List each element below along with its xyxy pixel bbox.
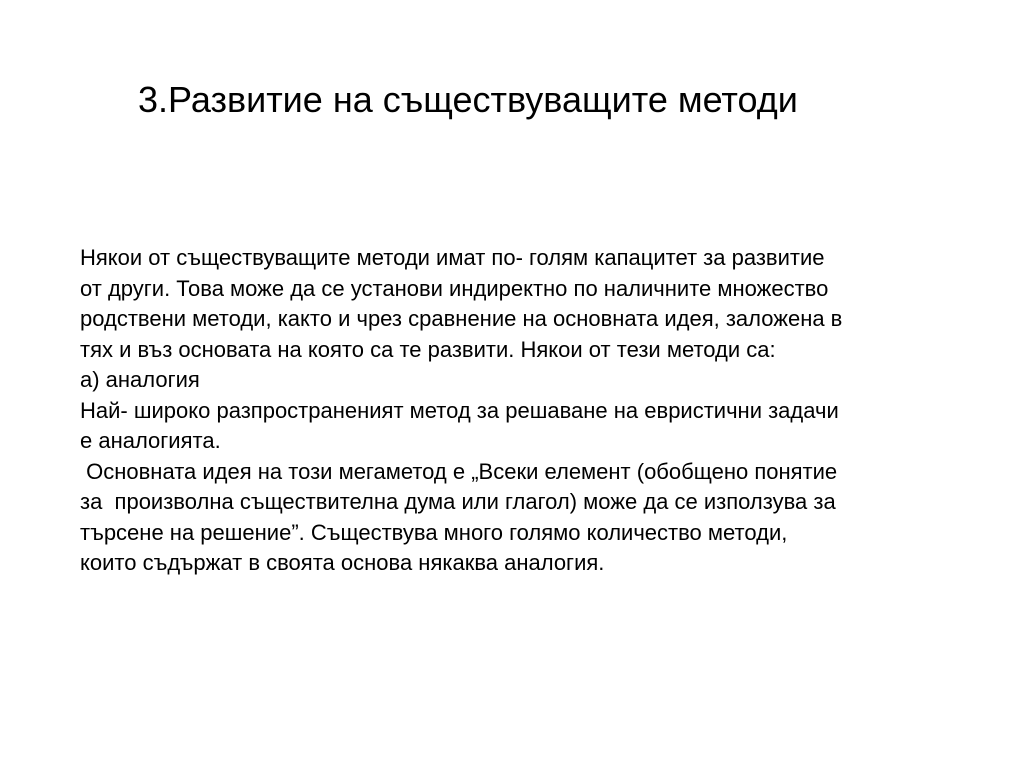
body-line: Някои от съществуващите методи имат по- голям капацитет за развитие [80,245,825,270]
body-line: а) аналогия [80,367,200,392]
body-line: Основната идея на този мегаметод е „Всеки елемент (обобщено понятие [80,458,838,484]
body-line: търсене на решение”. Съществува много голямо количество методи, [80,519,788,545]
slide-title: 3.Развитие на съществуващите методи [138,79,798,120]
body-line: тях и въз основата на която са те развити. Някои от тези методи са: [80,336,776,362]
body-line: които съдържат в своята основа някаква аналогия. [80,550,605,575]
body-line: родствени методи, както и чрез сравнение на основната идея, заложена в [80,306,843,331]
body-line: от други. Това може да се установи индиректно по наличните множество [80,275,829,301]
body-line: за произволна съществителна дума или глагол) може да се използува за [80,489,836,514]
slide-body-text [80,243,980,579]
body-line: е аналогията. [80,428,221,453]
body-line: Най- широко разпространеният метод за решаване на евристични задачи [80,397,839,423]
